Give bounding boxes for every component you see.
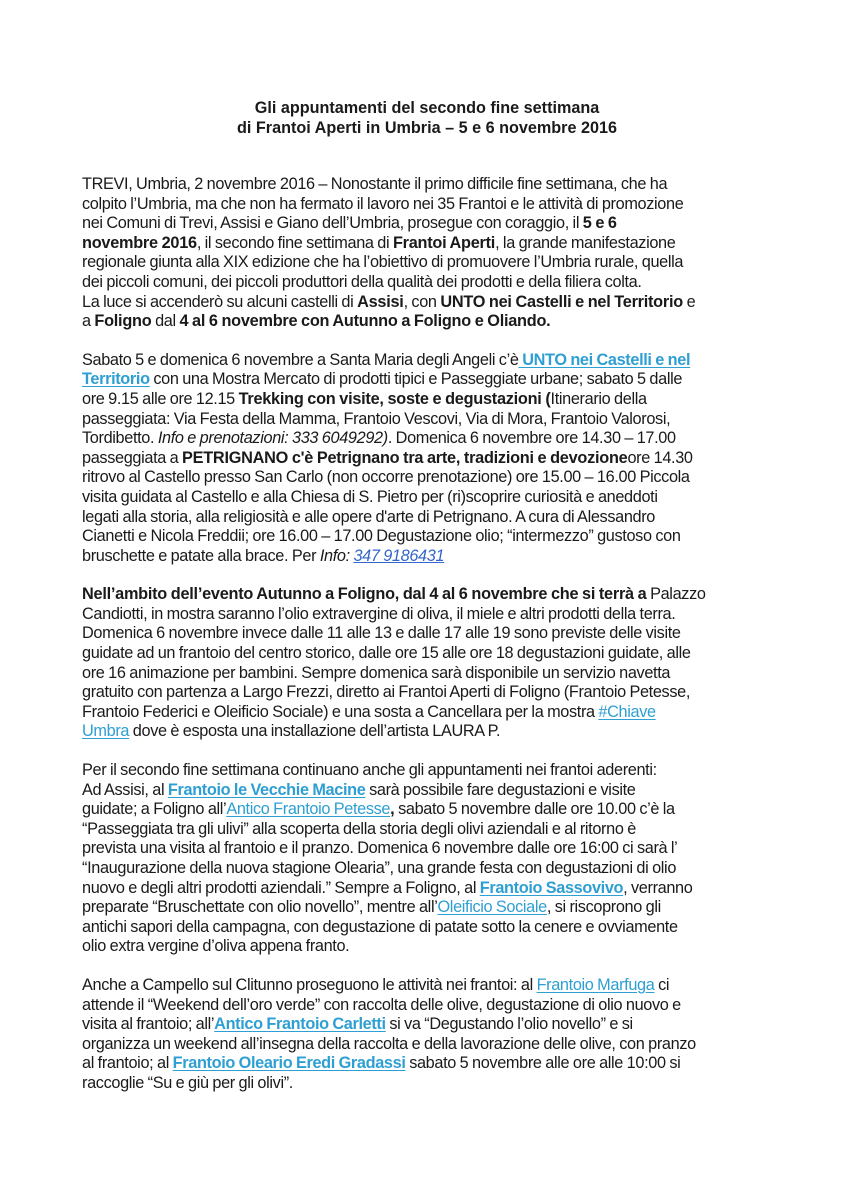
link-oleificio-sociale[interactable]: Oleificio Sociale [437,898,547,917]
text-line: guidate ad un frantoio del centro storico, dalle ore 15 alle ore 18 degustazioni guidate, alle [82,644,691,663]
text-line: antichi sapori della campagna, con degustazione di patate sotto la cenere e ovviamente [82,917,678,936]
text: al frantoio; al [82,1054,173,1073]
text: passeggiata a [82,448,183,467]
text-line: ritrovo al Castello presso San Carlo (non occorre prenotazione) ore 15.00 – 16.00 Piccola [82,468,690,487]
bold-text: 4 al 6 novembre con Autunno a Foligno e Oliando. [179,312,551,331]
text-line: Candiotti, in mostra saranno l’olio extravergine di oliva, il miele e altri prodotti della terra. [82,604,676,623]
text-line: organizza un weekend all’insegna della raccolta e della lavorazione delle olive, con pranzo [82,1034,696,1053]
italic-text: Info e prenotazioni: 333 6049292) [157,429,388,448]
text: guidate; a Foligno all’ [82,800,227,819]
link-frantoio-sassovivo[interactable]: Frantoio Sassovivo [479,878,624,897]
bold-text: UNTO nei Castelli e nel Territorio [440,292,683,311]
text: sabato 5 novembre dalle ore 10.00 c’è la [394,800,675,819]
text: sarà possibile fare degustazioni e visite [365,780,636,799]
text: e [682,292,696,311]
text: bruschette e patate alla brace. Per [82,546,320,565]
text-line [82,312,772,332]
text-line [82,781,772,801]
text: preparate “Bruschettate con olio novello”, mentre all’ [82,898,438,917]
bold-text: Frantoi Aperti [392,233,496,252]
document-title [82,98,772,138]
text-line [82,351,772,371]
text-line [82,429,772,449]
text-line: colpito l’Umbria, ma che non ha fermato il lavoro nei 35 Frantoi e le attività di promozione [82,194,684,213]
text: Palazzo [646,585,706,604]
text-line: “Inaugurazione della nuova stagione Olearia”, una grande festa con degustazioni di olio [82,859,677,877]
link-frantoio-eredi-gradassi[interactable]: Frantoio Oleario Eredi Gradassi [172,1054,406,1073]
bold-text: Trekking con visite, soste e degustazioni ( [238,389,551,408]
text-line: Cianetti e Nicola Freddii; ore 16.00 – 17.00 Degustazione olio; “intermezzo” gustoso con [82,527,681,546]
italic-text: Info: [319,546,354,565]
text-line [82,879,772,899]
text-line: ore 16 animazione per bambini. Sempre domenica sarà disponibile un servizio navetta [82,663,671,682]
text: dal [151,312,180,331]
text-line [82,703,772,723]
text: , la grande manifestazione [495,233,676,252]
paragraph-intro [82,175,772,332]
text: , verranno [623,878,693,897]
text-line [82,1015,772,1035]
text-line: “Passeggiata tra gli ulivi” alla scoperta della storia degli olivi aziendali e al ritorno è [82,819,636,838]
text: Ad Assisi, al [82,780,168,799]
paragraph-unto [82,351,772,567]
text-line: attende il “Weekend dell’oro verde” con raccolta delle olive, degustazione di olio nuovo e [82,995,681,1014]
text: , con [403,292,441,311]
link-frantoio-vecchie-macine[interactable]: Frantoio le Vecchie Macine [167,780,366,799]
text-line: olio extra vergine d’oliva appena franto. [82,937,350,956]
link-chiave-umbra[interactable]: #Chiave [598,702,656,721]
text: . Domenica 6 novembre ore 14.30 – 17.00 [387,429,676,448]
phone-link[interactable]: 347 9186431 [353,546,445,565]
link-antico-frantoio-petesse[interactable]: Antico Frantoio Petesse [226,800,391,819]
text-line: gratuito con partenza a Largo Frezzi, diretto ai Frantoi Aperti di Foligno (Frantoio Petesse, [82,683,691,702]
text-line [82,390,772,410]
paragraph-frantoi-aderenti [82,761,772,957]
link-frantoio-marfuga[interactable]: Frantoio Marfuga [536,975,655,994]
text: ore 9.15 alle ore 12.15 [82,389,239,408]
text-line [82,800,772,820]
text: La luce si accenderò su alcuni castelli di [82,292,358,311]
link-chiave-umbra-cont[interactable]: Umbra [82,722,130,741]
text: a [82,312,95,331]
paragraph-autunno-foligno [82,585,772,742]
text-line: passeggiata: Via Festa della Mamma, Frantoio Vescovi, Via di Mora, Frantoio Valorosi, [82,409,671,428]
text: ci [654,975,670,994]
text: dove è esposta una installazione dell’artista LAURA P. [129,722,501,741]
text-line [82,370,772,390]
text-line: TREVI, Umbria, 2 novembre 2016 – Nonostante il primo difficile fine settimana, che ha [82,175,668,193]
text: Tordibetto. [82,429,158,448]
link-unto-territorio[interactable]: Territorio [82,370,150,389]
text-line: prevista una visita al frantoio e il pranzo. Domenica 6 novembre dalle ore 16:00 ci sarà l’ [82,839,678,858]
text-line: Domenica 6 novembre invece dalle 11 alle 13 e dalle 17 alle 19 sono previste delle visite [82,624,681,643]
text: Frantoio Federici e Oleificio Sociale) e una sosta a Cancellara per la mostra [82,702,599,721]
text-line: Per il secondo fine settimana continuano anche gli appuntamenti nei frantoi aderenti: [82,761,657,780]
bold-text: 5 e 6 [582,214,617,233]
document-page [82,98,772,1094]
text-line [82,293,772,313]
text: , il secondo fine settimana di [196,233,393,252]
text-line [82,585,772,605]
text: si va “Degustando l’olio novello” e si [385,1015,633,1034]
text-line [82,234,772,254]
bold-text: Foligno [94,312,152,331]
text: Anche a Campello sul Clitunno proseguono le attività nei frantoi: al [82,975,537,994]
text: , si riscoprono gli [546,898,661,917]
title-line-1: Gli appuntamenti del secondo fine settimana [254,99,600,117]
bold-text: Nell’ambito dell’evento Autunno a Foligno, dal 4 al 6 novembre che si terrà a [82,585,647,604]
text-line: legati alla storia, alla religiosità e alle opere d'arte di Petrignano. A cura di Alessandro [82,507,656,526]
text: visita al frantoio; all’ [82,1015,215,1034]
text-line: dei piccoli comuni, dei piccoli produttori della qualità dei prodotti e della filiera colta. [82,272,642,291]
text: Sabato 5 e domenica 6 novembre a Santa Maria degli Angeli c’è [82,350,519,369]
text-line [82,449,772,469]
bold-text: PETRIGNANO c'è Petrignano tra arte, tradizioni e devozione [182,448,628,467]
link-antico-frantoio-carletti[interactable]: Antico Frantoio Carletti [214,1015,386,1034]
text: Itinerario della [550,389,647,408]
text: nei Comuni di Trevi, Assisi e Giano dell’Umbria, prosegue con coraggio, il [82,214,583,233]
text-line [82,1054,772,1074]
text-line [82,722,772,742]
text: nuovo e degli altri prodotti aziendali.” Sempre a Foligno, al [82,878,480,897]
text-line [82,214,772,234]
link-unto-castelli[interactable]: UNTO nei Castelli e nel [518,350,691,369]
text-line: raccoglie “Su e giù per gli olivi”. [82,1073,293,1092]
text: con una Mostra Mercato di prodotti tipici e Passeggiate urbane; sabato 5 dalle [149,370,683,389]
text-line [82,898,772,918]
text: ore 14.30 [627,448,693,467]
bold-text: , [390,800,395,819]
title-line-2: di Frantoi Aperti in Umbria – 5 e 6 novembre 2016 [237,119,617,137]
text-line: regionale giunta alla XIX edizione che ha l’obiettivo di promuovere l’Umbria rurale, quella [82,253,684,272]
bold-text: Assisi [357,292,404,311]
text: sabato 5 novembre alle ore alle 10:00 si [405,1054,681,1073]
text-line [82,976,772,996]
text-line: visita guidata al Castello e alla Chiesa di S. Pietro per (ri)scoprire curiosità e aneddoti [82,487,658,506]
bold-text: novembre 2016 [82,233,197,252]
text-line [82,547,772,567]
paragraph-campello [82,976,772,1094]
